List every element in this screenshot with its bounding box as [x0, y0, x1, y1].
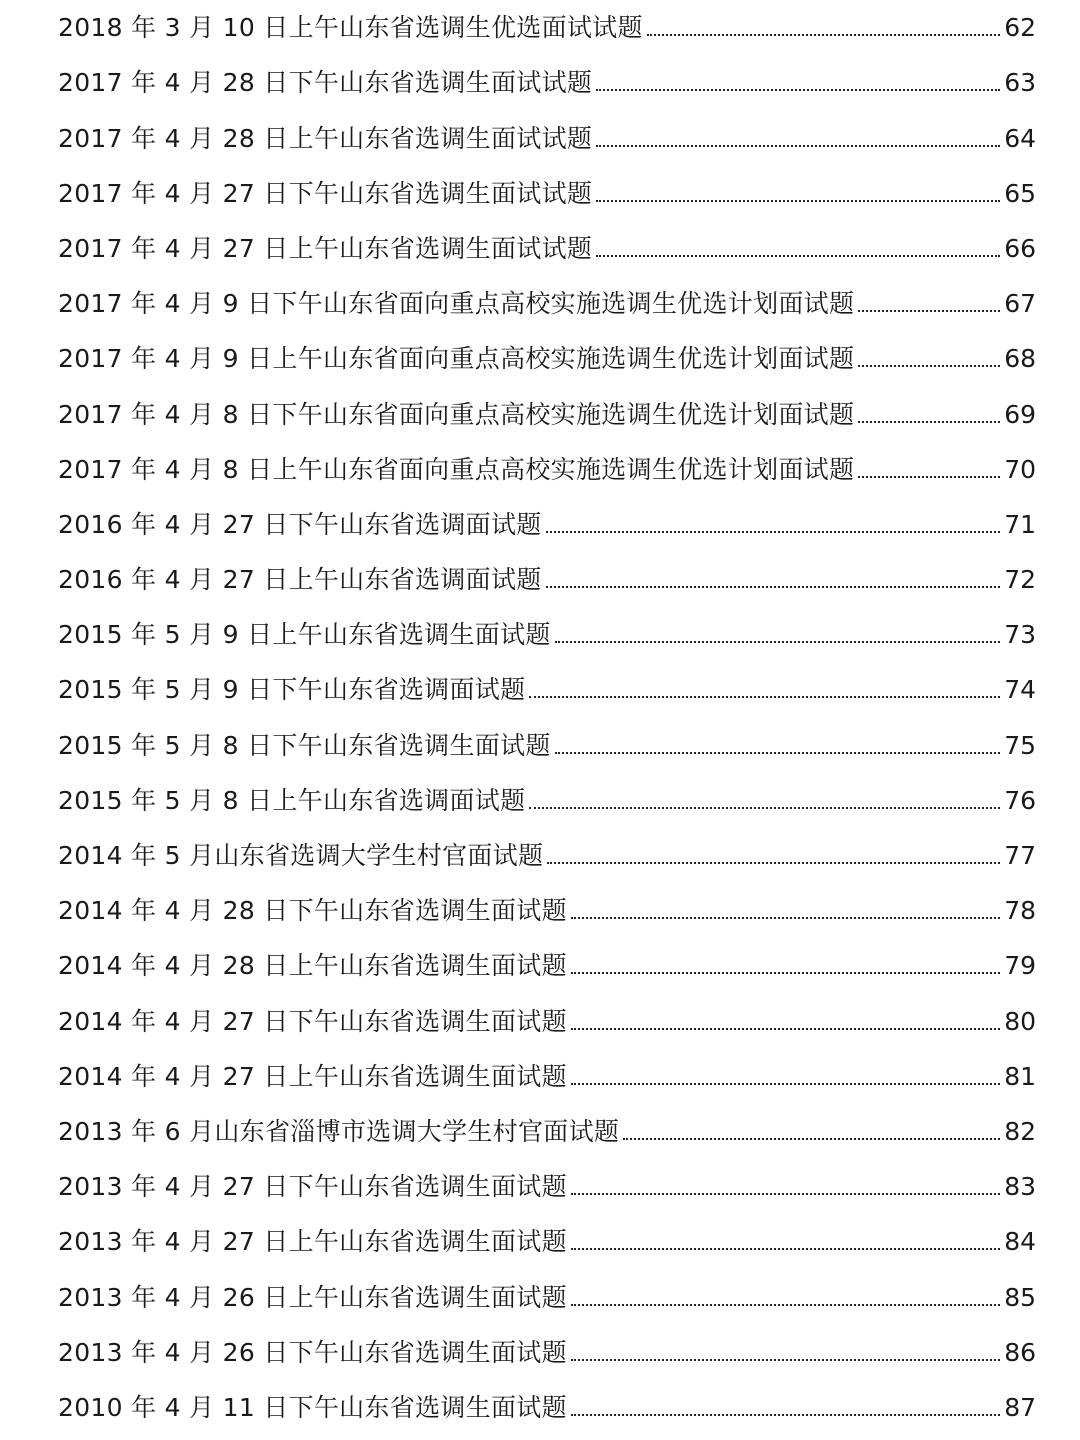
toc-entry-title: 2017 年 4 月 27 日上午山东省选调生面试试题	[58, 233, 593, 263]
toc-entry[interactable]	[58, 53, 1036, 108]
toc-entry-page: 76	[1004, 785, 1036, 815]
toc-entry-title: 2014 年 4 月 28 日下午山东省选调生面试题	[58, 896, 567, 926]
toc-entry-title: 2017 年 4 月 28 日上午山东省选调生面试试题	[58, 123, 593, 153]
toc-entry[interactable]	[58, 1323, 1036, 1378]
toc-entry[interactable]	[58, 715, 1036, 770]
toc-entry-title: 2018 年 3 月 10 日上午山东省选调生优选面试试题	[58, 13, 643, 43]
toc-entry[interactable]	[58, 1157, 1036, 1212]
toc-entry-title: 2010 年 4 月 11 日下午山东省选调生面试题	[58, 1392, 567, 1422]
toc-entry[interactable]	[58, 0, 1036, 53]
dot-leader	[596, 145, 1000, 147]
dot-leader	[623, 1138, 1000, 1140]
dot-leader	[571, 1193, 1000, 1195]
dot-leader	[571, 1304, 1000, 1306]
dot-leader	[529, 696, 1000, 698]
toc-entry[interactable]	[58, 329, 1036, 384]
toc-entry-title: 2014 年 5 月山东省选调大学生村官面试题	[58, 841, 544, 870]
dot-leader	[858, 310, 1000, 312]
table-of-contents	[58, 0, 1036, 1433]
toc-entry-title: 2017 年 4 月 8 日下午山东省面向重点高校实施选调生优选计划面试题	[58, 399, 855, 429]
dot-leader	[596, 89, 1000, 91]
dot-leader	[555, 752, 1000, 754]
toc-entry-page: 62	[1004, 13, 1036, 43]
toc-entry[interactable]	[58, 108, 1036, 163]
toc-entry[interactable]	[58, 1378, 1036, 1433]
dot-leader	[571, 1248, 1000, 1250]
toc-entry-title: 2015 年 5 月 9 日上午山东省选调生面试题	[58, 620, 551, 650]
toc-entry-page: 83	[1004, 1172, 1036, 1202]
dot-leader	[571, 917, 1000, 919]
dot-leader	[596, 200, 1000, 202]
toc-entry-page: 81	[1004, 1061, 1036, 1091]
toc-entry[interactable]	[58, 1212, 1036, 1267]
toc-entry-title: 2017 年 4 月 8 日上午山东省面向重点高校实施选调生优选计划面试题	[58, 454, 855, 484]
toc-entry-title: 2014 年 4 月 28 日上午山东省选调生面试题	[58, 951, 567, 981]
dot-leader	[571, 1359, 1000, 1361]
toc-entry[interactable]	[58, 660, 1036, 715]
dot-leader	[555, 641, 1000, 643]
toc-entry-page: 79	[1004, 951, 1036, 981]
toc-entry-page: 78	[1004, 896, 1036, 926]
toc-entry-page: 63	[1004, 68, 1036, 98]
toc-entry-title: 2013 年 4 月 27 日上午山东省选调生面试题	[58, 1227, 567, 1257]
toc-entry-page: 66	[1004, 233, 1036, 263]
toc-entry-title: 2016 年 4 月 27 日上午山东省选调面试题	[58, 565, 542, 595]
toc-entry[interactable]	[58, 440, 1036, 495]
toc-entry[interactable]	[58, 495, 1036, 550]
toc-entry-title: 2015 年 5 月 9 日下午山东省选调面试题	[58, 675, 526, 705]
toc-entry[interactable]	[58, 771, 1036, 826]
toc-entry-title: 2015 年 5 月 8 日上午山东省选调面试题	[58, 785, 526, 815]
toc-entry-page: 69	[1004, 399, 1036, 429]
dot-leader	[547, 862, 1000, 864]
dot-leader	[858, 476, 1000, 478]
toc-entry-title: 2017 年 4 月 27 日下午山东省选调生面试试题	[58, 178, 593, 208]
toc-entry[interactable]	[58, 881, 1036, 936]
toc-entry-title: 2013 年 4 月 26 日下午山东省选调生面试题	[58, 1337, 567, 1367]
toc-entry-page: 80	[1004, 1006, 1036, 1036]
toc-entry[interactable]	[58, 1047, 1036, 1102]
toc-entry-page: 68	[1004, 344, 1036, 374]
toc-entry[interactable]	[58, 605, 1036, 660]
toc-entry-title: 2015 年 5 月 8 日下午山东省选调生面试题	[58, 730, 551, 760]
toc-entry-page: 64	[1004, 123, 1036, 153]
toc-entry-page: 74	[1004, 675, 1036, 705]
toc-entry-title: 2013 年 6 月山东省淄博市选调大学生村官面试题	[58, 1116, 620, 1146]
toc-entry-title: 2017 年 4 月 9 日下午山东省面向重点高校实施选调生优选计划面试题	[58, 289, 855, 319]
toc-entry[interactable]	[58, 1102, 1036, 1157]
toc-entry[interactable]	[58, 1267, 1036, 1322]
toc-entry-title: 2013 年 4 月 26 日上午山东省选调生面试题	[58, 1282, 567, 1312]
dot-leader	[858, 365, 1000, 367]
toc-entry-page: 87	[1004, 1392, 1036, 1422]
toc-entry[interactable]	[58, 384, 1036, 439]
toc-entry-page: 85	[1004, 1282, 1036, 1312]
dot-leader	[546, 531, 1000, 533]
toc-entry-page: 70	[1004, 454, 1036, 484]
toc-entry-title: 2014 年 4 月 27 日下午山东省选调生面试题	[58, 1006, 567, 1036]
dot-leader	[529, 807, 1000, 809]
toc-entry-page: 65	[1004, 178, 1036, 208]
dot-leader	[571, 1414, 1000, 1416]
toc-entry-page: 86	[1004, 1337, 1036, 1367]
toc-entry-page: 67	[1004, 289, 1036, 319]
dot-leader	[571, 972, 1000, 974]
toc-entry[interactable]	[58, 936, 1036, 991]
toc-entry-title: 2014 年 4 月 27 日上午山东省选调生面试题	[58, 1061, 567, 1091]
dot-leader	[647, 34, 1000, 36]
toc-entry-page: 82	[1004, 1116, 1036, 1146]
toc-entry-page: 77	[1004, 841, 1036, 870]
toc-entry-page: 84	[1004, 1227, 1036, 1257]
dot-leader	[858, 421, 1000, 423]
toc-entry-page: 75	[1004, 730, 1036, 760]
toc-entry[interactable]	[58, 991, 1036, 1046]
toc-entry[interactable]	[58, 164, 1036, 219]
toc-entry-title: 2017 年 4 月 9 日上午山东省面向重点高校实施选调生优选计划面试题	[58, 344, 855, 374]
toc-entry-title: 2017 年 4 月 28 日下午山东省选调生面试试题	[58, 68, 593, 98]
toc-entry-page: 71	[1004, 509, 1036, 539]
toc-entry-page: 72	[1004, 565, 1036, 595]
dot-leader	[571, 1028, 1000, 1030]
dot-leader	[546, 586, 1000, 588]
toc-entry[interactable]	[58, 550, 1036, 605]
toc-entry[interactable]	[58, 826, 1036, 881]
toc-entry[interactable]	[58, 274, 1036, 329]
toc-entry-title: 2013 年 4 月 27 日下午山东省选调生面试题	[58, 1172, 567, 1202]
dot-leader	[596, 255, 1000, 257]
toc-entry-title: 2016 年 4 月 27 日下午山东省选调面试题	[58, 509, 542, 539]
toc-entry[interactable]	[58, 219, 1036, 274]
dot-leader	[571, 1083, 1000, 1085]
toc-entry-page: 73	[1004, 620, 1036, 650]
